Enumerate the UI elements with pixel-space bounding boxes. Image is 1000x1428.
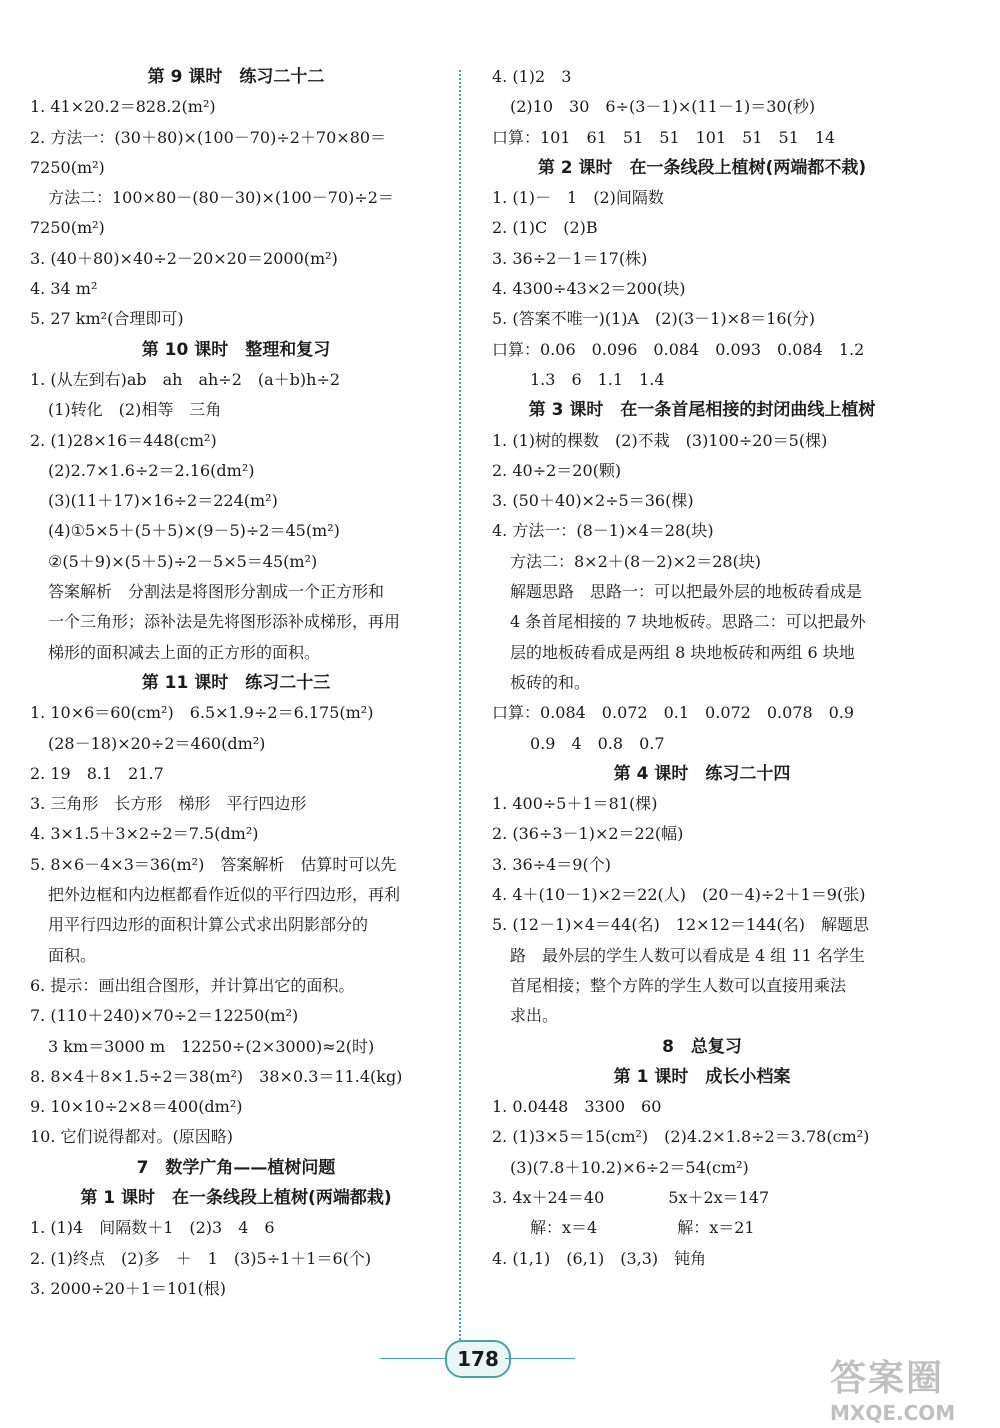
answer-line: (4)①5×5＋(5＋5)×(9－5)÷2＝45(m²) — [48, 521, 340, 541]
section-heading: 第 11 课时 练习二十三 — [141, 672, 331, 693]
answer-line: 1. 41×20.2＝828.2(m²) — [30, 97, 216, 117]
answer-line: 7250(m²) — [30, 218, 105, 238]
answer-line: 3. (50＋40)×2÷5＝36(棵) — [492, 491, 694, 511]
watermark-line1: 答案圈 — [830, 1358, 945, 1399]
answer-line: (2)10 30 6÷(3－1)×(11－1)＝30(秒) — [510, 97, 816, 117]
answer-line: (28－18)×20÷2＝460(dm²) — [48, 733, 266, 753]
answer-line: 求出。 — [510, 1006, 559, 1026]
answer-line: 1. 10×6＝60(cm²) 6.5×1.9÷2＝6.175(m²) — [30, 703, 374, 723]
answer-line: 答案解析 分割法是将图形分割成一个正方形和 — [48, 582, 385, 602]
answer-line: 2. (1)C (2)B — [492, 218, 598, 238]
answer-line: 3. 4x＋24＝40 5x＋2x＝147 — [492, 1187, 770, 1207]
answer-line: 口算：0.084 0.072 0.1 0.072 0.078 0.9 — [492, 703, 855, 723]
answer-line: 4. 4300÷43×2＝200(块) — [492, 279, 686, 299]
answer-line: 2. (36÷3－1)×2＝22(幅) — [492, 824, 684, 844]
answer-line: 口算：0.06 0.096 0.084 0.093 0.084 1.2 — [492, 339, 865, 359]
section-heading: 第 1 课时 成长小档案 — [613, 1066, 791, 1087]
answer-line: 3. (40＋80)×40÷2－20×20＝2000(m²) — [30, 248, 338, 268]
answer-line: 1. 400÷5＋1＝81(棵) — [492, 794, 658, 814]
answer-line: 2. 40÷2＝20(颗) — [492, 460, 622, 480]
answer-line: 2. 19 8.1 21.7 — [30, 763, 164, 783]
answer-line: 一个三角形；添补法是先将图形添补成梯形，再用 — [48, 612, 401, 632]
answer-line: 1.3 6 1.1 1.4 — [530, 369, 665, 389]
answer-line: 1. (1)－ 1 (2)间隔数 — [492, 188, 664, 208]
answer-line: 1. (从左到右)ab ah ah÷2 (a＋b)h÷2 — [30, 369, 341, 389]
answer-line: 方法二：100×80－(80－30)×(100－70)÷2＝ — [48, 188, 394, 208]
section-heading: 第 2 课时 在一条线段上植树(两端都不栽) — [537, 157, 867, 178]
page-number: 178 — [445, 1340, 511, 1378]
left-column — [30, 62, 442, 1304]
answer-line: 面积。 — [48, 945, 97, 965]
answer-line: 10. 它们说得都对。(原因略) — [30, 1127, 234, 1147]
answer-line: ②(5＋9)×(5＋5)÷2－5×5＝45(m²) — [48, 551, 318, 571]
answer-line: 5. (12－1)×4＝44(名) 12×12＝144(名) 解题思 — [492, 915, 869, 935]
answer-line: 0.9 4 0.8 0.7 — [530, 733, 665, 753]
section-heading: 第 3 课时 在一条首尾相接的封闭曲线上植树 — [528, 400, 876, 421]
answer-line: 7250(m²) — [30, 157, 105, 177]
answer-line: 4. 4＋(10－1)×2＝22(人) (20－4)÷2＋1＝9(张) — [492, 885, 866, 905]
answer-line: 3. 36÷2－1＝17(株) — [492, 248, 648, 268]
answer-line: 口算：101 61 51 51 101 51 51 14 — [492, 127, 836, 147]
answer-line: 方法二：8×2＋(8－2)×2＝28(块) — [510, 551, 762, 571]
answer-line: 首尾相接；整个方阵的学生人数可以直接用乘法 — [510, 975, 847, 995]
right-column — [492, 62, 912, 1274]
section-heading: 第 1 课时 在一条线段上植树(两端都栽) — [80, 1187, 392, 1208]
answer-line: 4. (1)2 3 — [492, 67, 572, 86]
section-heading: 第 10 课时 整理和复习 — [141, 339, 331, 360]
answer-line: 3 km＝3000 m 12250÷(2×3000)≈2(时) — [48, 1036, 375, 1056]
watermark-line2: MXQE.COM — [830, 1401, 956, 1425]
answer-line: 2. 方法一：(30＋80)×(100－70)÷2＋70×80＝ — [30, 127, 387, 147]
answer-line: 3. 36÷4＝9(个) — [492, 854, 611, 874]
answer-line: 5. (答案不唯一)(1)A (2)(3－1)×8＝16(分) — [492, 309, 815, 329]
answer-line: 3. 三角形 长方形 梯形 平行四边形 — [30, 794, 307, 814]
answer-line: 路 最外层的学生人数可以看成是 4 组 11 名学生 — [510, 945, 865, 965]
answer-line: 5. 8×6－4×3＝36(m²) 答案解析 估算时可以先 — [30, 854, 397, 874]
answer-line: (2)2.7×1.6÷2＝2.16(dm²) — [48, 460, 255, 480]
section-heading: 8 总复习 — [662, 1036, 742, 1057]
answer-line: 5. 27 km²(合理即可) — [30, 309, 184, 329]
answer-line: 梯形的面积减去上面的正方形的面积。 — [48, 642, 321, 662]
answer-line: 2. (1)3×5＝15(cm²) (2)4.2×1.8÷2＝3.78(cm²) — [492, 1127, 870, 1147]
answer-line: 4 条首尾相接的 7 块地板砖。思路二：可以把最外 — [510, 612, 866, 632]
answer-line: 3. 2000÷20＋1＝101(根) — [30, 1278, 227, 1298]
answer-line: 7. (110＋240)×70÷2＝12250(m²) — [30, 1006, 299, 1026]
answer-line: 4. 3×1.5＋3×2÷2＝7.5(dm²) — [30, 824, 259, 844]
answer-line: 层的地板砖看成是两组 8 块地板砖和两组 6 块地 — [510, 642, 855, 662]
answer-line: 6. 提示：画出组合图形，并计算出它的面积。 — [30, 975, 355, 995]
watermark-logo — [830, 1350, 990, 1425]
section-heading: 第 9 课时 练习二十二 — [147, 67, 325, 87]
answer-line: 2. (1)终点 (2)多 ＋ 1 (3)5÷1＋1＝6(个) — [30, 1248, 372, 1268]
answer-line: (3)(11＋17)×16÷2＝224(m²) — [48, 491, 278, 511]
answer-line: 1. (1)4 间隔数＋1 (2)3 4 6 — [30, 1218, 275, 1238]
answer-line: 4. 34 m² — [30, 279, 98, 299]
answer-line: 4. (1,1) (6,1) (3,3) 钝角 — [492, 1248, 707, 1268]
section-heading: 7 数学广角——植树问题 — [136, 1157, 336, 1178]
answer-line: 4. 方法一：(8－1)×4＝28(块) — [492, 521, 714, 541]
answer-line: (1)转化 (2)相等 三角 — [48, 400, 222, 420]
column-divider — [459, 70, 461, 1340]
answer-line: 把外边框和内边框都看作近似的平行四边形，再利 — [48, 885, 401, 905]
answer-line: 解题思路 思路一：可以把最外层的地板砖看成是 — [510, 582, 863, 602]
answer-line: 1. (1)树的棵数 (2)不栽 (3)100÷20＝5(棵) — [492, 430, 828, 450]
answer-line: 用平行四边形的面积计算公式求出阴影部分的 — [48, 915, 369, 935]
answer-line: 解：x＝4 解：x＝21 — [530, 1218, 755, 1238]
answer-line: 8. 8×4＋8×1.5÷2＝38(m²) 38×0.3＝11.4(kg) — [30, 1066, 403, 1086]
footer-rule-left — [380, 1358, 450, 1359]
answer-line: 2. (1)28×16＝448(cm²) — [30, 430, 217, 450]
answer-line: 板砖的和。 — [510, 672, 591, 692]
answer-line: 9. 10×10÷2×8＝400(dm²) — [30, 1097, 243, 1117]
footer-rule-right — [505, 1358, 575, 1359]
answer-line: 1. 0.0448 3300 60 — [492, 1097, 662, 1117]
section-heading: 第 4 课时 练习二十四 — [613, 763, 791, 784]
answer-line: (3)(7.8＋10.2)×6÷2＝54(cm²) — [510, 1157, 749, 1177]
